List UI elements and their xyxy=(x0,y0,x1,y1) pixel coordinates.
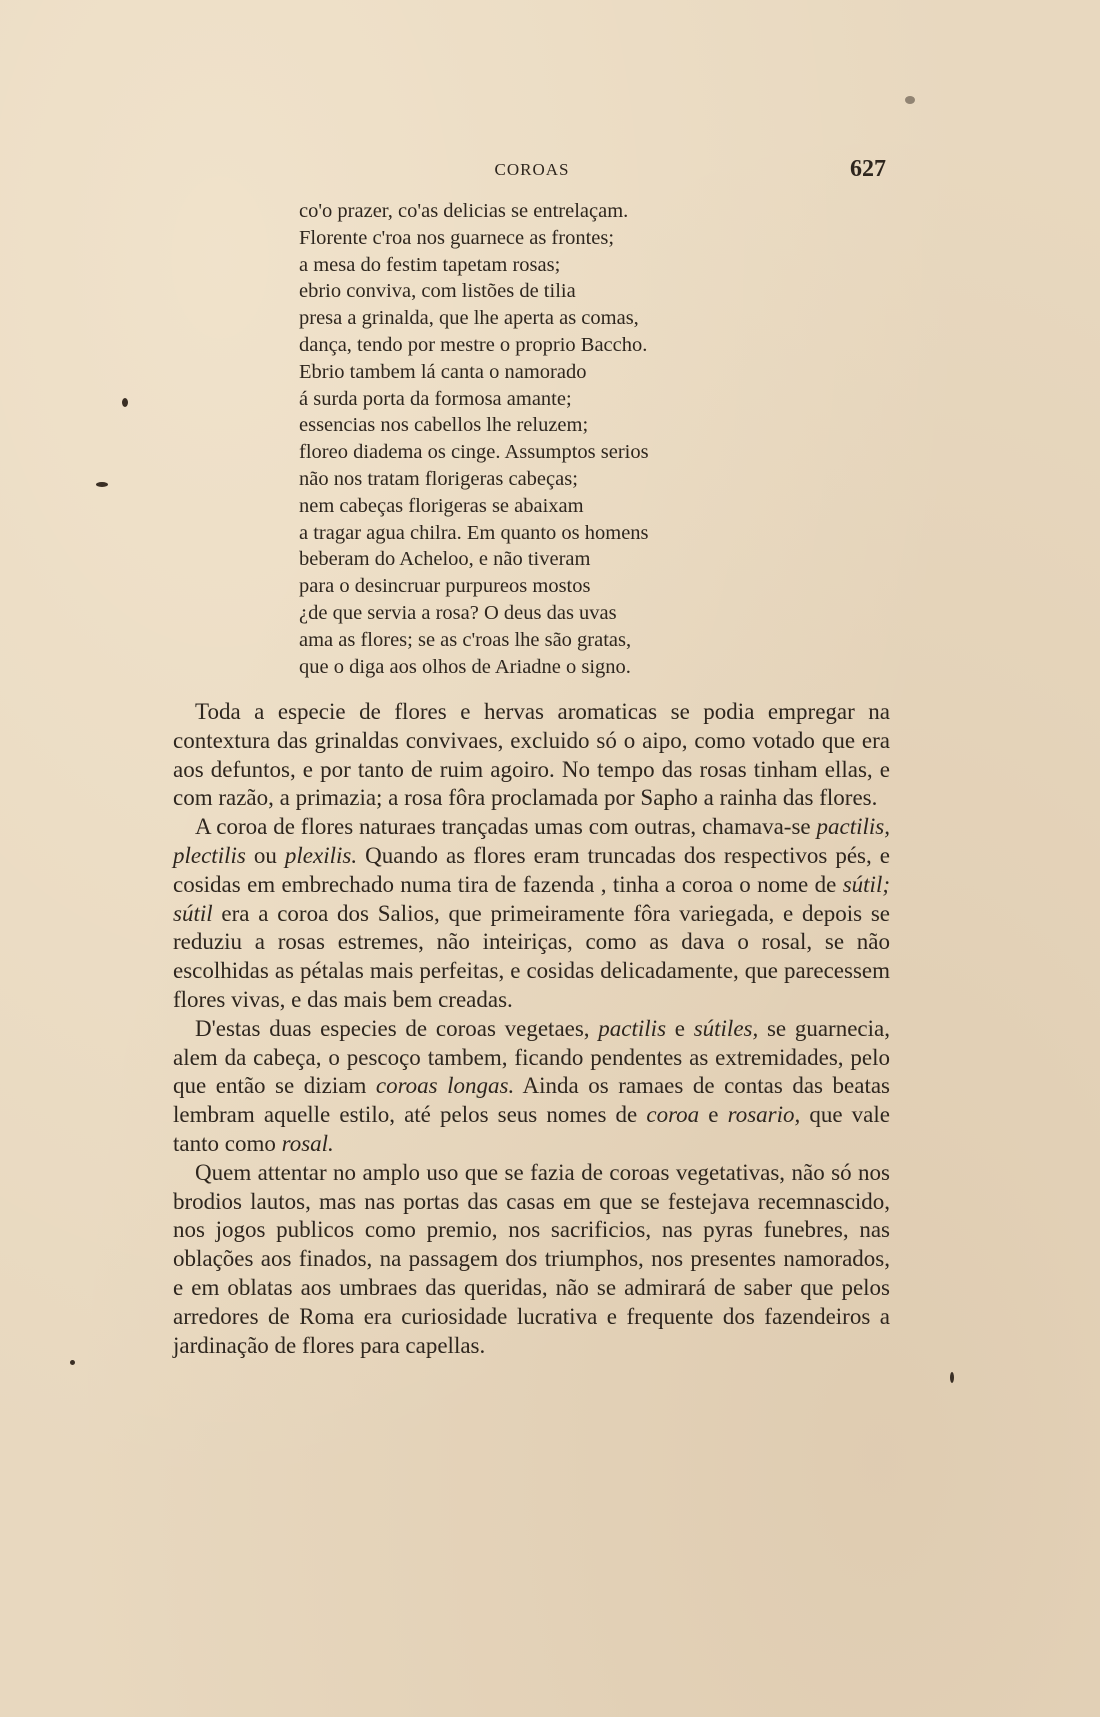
running-title: COROAS xyxy=(494,160,570,179)
ink-speck xyxy=(950,1372,954,1383)
verse-line: floreo diadema os cinge. Assumptos serios xyxy=(299,441,649,464)
ink-speck xyxy=(905,96,915,104)
verse-line: ama as flores; se as c'roas lhe são gratas, xyxy=(299,628,632,651)
paragraph-3 xyxy=(173,1015,890,1159)
text-run: Ainda os ramaes de contas das beatas lembram aquelle estilo, até pelos seus nomes de xyxy=(173,1073,890,1128)
text-run: era a coroa dos Salios, que primeiramente fôra variegada, e depois se reduziu a rosas estremes, não inteiriças, como as dava o rosal, se não escolhidas as pétalas mais perfeitas, e cosidas delicadamente, que parecessem flores vivas, e das mais bem creadas. xyxy=(173,900,890,1012)
page-number: 627 xyxy=(850,156,886,182)
verse-line: para o desincruar purpureos mostos xyxy=(299,575,591,598)
verse-line: a mesa do festim tapetam rosas; xyxy=(299,253,561,276)
verse-line: Ebrio tambem lá canta o namorado xyxy=(299,360,587,383)
paragraph-2 xyxy=(173,813,890,1015)
ink-speck xyxy=(70,1360,75,1365)
italic-term: rosal. xyxy=(281,1130,334,1156)
verse-line: á surda porta da formosa amante; xyxy=(299,387,572,410)
italic-term: coroas longas. xyxy=(375,1073,515,1099)
italic-term: sútil; sútil xyxy=(173,871,890,926)
verse-line: beberam do Acheloo, e não tiveram xyxy=(299,548,591,571)
text-run: Quando as flores eram truncadas dos respectivos pés, e cosidas em embrechado numa tira de fazenda , tinha a coroa o nome de xyxy=(173,842,890,897)
italic-term: pactilis, plectilis xyxy=(173,814,890,868)
text-run: e xyxy=(666,1015,694,1041)
verse-line: não nos tratam florigeras cabeças; xyxy=(299,467,578,490)
verse-line: ¿de que servia a rosa? O deus das uvas xyxy=(299,601,617,624)
verse-line: dança, tendo por mestre o proprio Baccho. xyxy=(299,333,648,356)
verse-line: nem cabeças florigeras se abaixam xyxy=(299,494,584,517)
verse-line: que o diga aos olhos de Ariadne o signo. xyxy=(299,655,631,678)
text-run: que vale tanto como xyxy=(173,1102,890,1156)
text-run: D'estas duas especies de coroas vegetaes, xyxy=(195,1015,599,1041)
text-run: A coroa de flores naturaes trançadas umas com outras, chamava-se xyxy=(195,814,817,840)
paragraph-1: Toda a especie de flores e hervas aromaticas se podia empregar na contextura das grinaldas convivaes, excluido só o aipo, como votado que era aos defuntos, e por tanto de ruim agoiro. No tempo das rosas tinham ellas, e com razão, a primazia; a rosa fôra proclamada por Sapho a rainha das flores. xyxy=(173,699,890,811)
italic-term: rosario, xyxy=(727,1102,801,1128)
text-run: ou xyxy=(245,842,285,868)
verse-line: ebrio conviva, com listões de tilia xyxy=(299,280,576,303)
verse-block xyxy=(299,198,749,680)
page-header xyxy=(172,156,892,186)
italic-term: pactilis xyxy=(598,1015,667,1041)
paragraph-4: Quem attentar no amplo uso que se fazia de coroas vegetativas, não só nos brodios lautos, mas nas portas das casas em que se festejava recemnascido, nos jogos publicos como premio, nos sacrificios, nas pyras funebres, nas oblações aos finados, na passagem dos triumphos, nos presentes namorados, e em oblatas aos umbraes das queridas, não se admirará de saber que pelos arredores de Roma era curiosidade lucrativa e frequente dos fazendeiros a jardinação de flores para capellas. xyxy=(173,1159,890,1358)
italic-term: plexilis. xyxy=(284,842,358,868)
prose-block xyxy=(173,698,890,1360)
ink-speck xyxy=(96,482,108,487)
text-run: e xyxy=(699,1102,728,1128)
italic-term: sútiles, xyxy=(693,1015,759,1041)
italic-term: coroa xyxy=(646,1102,700,1128)
verse-line: co'o prazer, co'as delicias se entrelaçam. xyxy=(299,200,629,222)
verse-line: essencias nos cabellos lhe reluzem; xyxy=(299,414,589,437)
verse-line: presa a grinalda, que lhe aperta as comas, xyxy=(299,307,639,330)
verse-line: a tragar agua chilra. Em quanto os homens xyxy=(299,521,649,544)
text-run: se guarnecia, alem da cabeça, o pescoço tambem, ficando pendentes as extremidades, pelo que então se diziam xyxy=(173,1015,890,1099)
verse-line: Florente c'roa nos guarnece as frontes; xyxy=(299,226,615,249)
ink-speck xyxy=(122,398,128,407)
